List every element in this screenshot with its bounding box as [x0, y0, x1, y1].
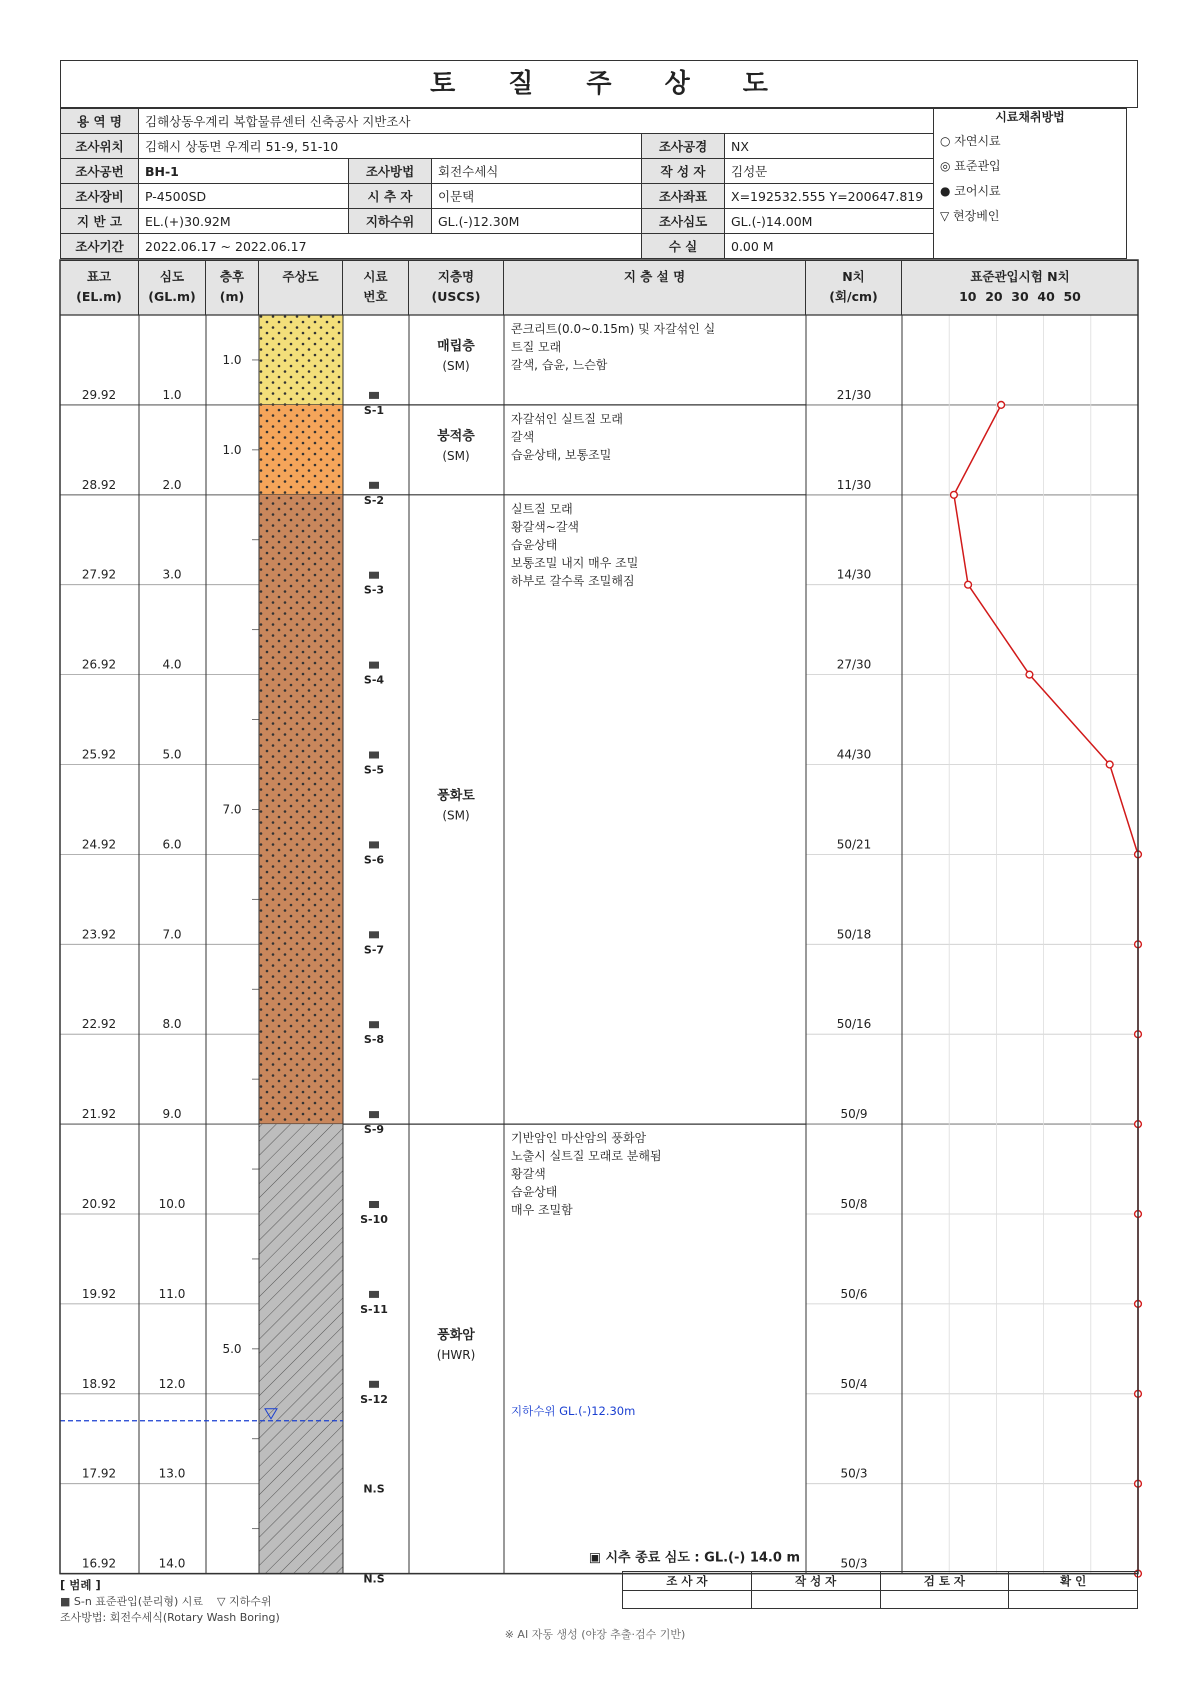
- sampling-legend-item: ● 코어시료: [940, 184, 1001, 198]
- sample-label: S-5: [363, 763, 385, 777]
- author-value: 김성문: [725, 159, 934, 184]
- coord-label: 조사좌표: [642, 184, 725, 209]
- sample-label: N.S: [363, 1572, 385, 1586]
- col-desc-header: 지 층 설 명: [504, 261, 806, 315]
- gwl-label: 지하수위: [349, 209, 432, 234]
- depth-label: 14.0: [158, 1556, 186, 1571]
- layer-pattern: [259, 315, 343, 405]
- period-label: 조사기간: [61, 234, 139, 259]
- equip-label: 조사장비: [61, 184, 139, 209]
- layer-name: 풍화암: [437, 1327, 475, 1343]
- layer-thickness: 1.0: [222, 442, 242, 457]
- signature-table: [622, 1571, 1138, 1609]
- sample-label: S-6: [363, 853, 385, 867]
- sample-marker: [369, 572, 379, 579]
- sampling-legend-title: 시료채취방법: [995, 110, 1065, 124]
- n-value-label: 50/21: [836, 837, 872, 852]
- period-value: 2022.06.17 ~ 2022.06.17: [139, 234, 642, 259]
- layer-name: 매립층: [437, 338, 475, 354]
- layer-description-line: 습윤상태: [511, 1185, 558, 1200]
- spt-series-line: [954, 405, 1138, 1574]
- n-value-label: 50/9: [840, 1107, 868, 1122]
- method-label: 조사방법: [349, 159, 432, 184]
- depth-label: 13.0: [158, 1466, 186, 1481]
- n-value-label: 44/30: [836, 747, 872, 762]
- footer-legend-title: [ 범례 ]: [60, 1578, 101, 1592]
- water-label: 수 실: [642, 234, 725, 259]
- n-value-label: 50/16: [836, 1017, 872, 1032]
- n-value-label: 14/30: [836, 567, 872, 582]
- col-spt-header: 표준관입시험 N치 10 20 30 40 50: [902, 261, 1138, 315]
- depth-label: 3.0: [162, 567, 182, 582]
- spt-point: [998, 402, 1005, 409]
- n-value-label: 50/18: [836, 927, 872, 942]
- layer-description-line: 갈색, 습윤, 느슨함: [511, 358, 608, 372]
- sample-marker: [369, 841, 379, 848]
- layer-description-line: 황갈색~갈색: [511, 519, 580, 534]
- elevation-label: 17.92: [81, 1466, 117, 1481]
- ground-el-value: EL.(+)30.92M: [139, 209, 349, 234]
- sample-marker: [369, 1201, 379, 1208]
- depth-label: 4.0: [162, 657, 182, 672]
- equip-value: P-4500SD: [139, 184, 349, 209]
- layer-pattern: [259, 1124, 343, 1574]
- col-thick-header: 층후 (m): [206, 261, 259, 315]
- sample-label: S-3: [363, 583, 385, 597]
- col-depth-header: 심도 (GL.m): [139, 261, 206, 315]
- hole-no-value: BH-1: [139, 159, 349, 184]
- sign-author-box: [751, 1591, 880, 1609]
- project-value: 김해상동우계리 복합물류센터 신축공사 지반조사: [139, 109, 934, 134]
- layer-name: 풍화토: [437, 788, 475, 804]
- depth-label: 6.0: [162, 837, 182, 852]
- sample-marker: [369, 1381, 379, 1388]
- spt-point: [1026, 671, 1033, 678]
- sign-approver-box: [1009, 1591, 1138, 1609]
- depth-label: 11.0: [158, 1286, 186, 1301]
- spt-point: [951, 491, 958, 498]
- layer-description-line: 트질 모래: [511, 340, 562, 354]
- layer-description-line: 자갈섞인 실트질 모래: [511, 411, 623, 426]
- driller-label: 시 추 자: [349, 184, 432, 209]
- elevation-label: 20.92: [81, 1197, 117, 1211]
- footer-legend-line1: ■ S-n 표준관입(분리형) 시료 ▽ 지하수위: [60, 1595, 272, 1608]
- sample-label: S-9: [363, 1123, 385, 1137]
- layer-description-line: 하부로 갈수록 조밀해짐: [511, 573, 635, 588]
- sample-label: S-11: [360, 1302, 388, 1316]
- ground-el-label: 지 반 고: [61, 209, 139, 234]
- elevation-label: 25.92: [81, 747, 117, 762]
- groundwater-note: 지하수위 GL.(-)12.30m: [511, 1403, 636, 1418]
- n-value-label: 50/8: [840, 1197, 868, 1211]
- sample-label: S-7: [363, 943, 385, 957]
- sample-marker: [369, 482, 379, 489]
- project-label: 용 역 명: [61, 109, 139, 134]
- layer-description-line: 보통조밀 내지 매우 조밀: [511, 555, 639, 570]
- layer-description-line: 콘크리트(0.0~0.15m) 및 자갈섞인 실: [511, 322, 716, 336]
- n-value-label: 11/30: [836, 477, 872, 492]
- n-value-label: 50/3: [840, 1556, 868, 1571]
- depth-label: 조사심도: [642, 209, 725, 234]
- sampling-legend-item: ○ 자연시료: [940, 134, 1001, 148]
- n-value-label: 50/4: [840, 1376, 868, 1391]
- layer-description-line: 기반암인 마산암의 풍화암: [511, 1131, 647, 1146]
- elevation-label: 19.92: [81, 1286, 117, 1301]
- method-value: 회전수세식: [432, 159, 642, 184]
- elevation-label: 29.92: [81, 387, 117, 402]
- location-value: 김해시 상동면 우계리 51-9, 51-10: [139, 134, 642, 159]
- layer-description-line: 습윤상태: [511, 537, 558, 552]
- col-log-header: 주상도: [259, 261, 343, 315]
- elevation-label: 26.92: [81, 657, 117, 672]
- depth-label: 8.0: [162, 1017, 182, 1032]
- location-label: 조사위치: [61, 134, 139, 159]
- elevation-label: 16.92: [81, 1556, 117, 1571]
- sample-label: S-2: [363, 493, 385, 507]
- sample-marker: [369, 931, 379, 938]
- n-value-label: 50/3: [840, 1466, 868, 1481]
- layer-description-line: 갈색: [511, 429, 535, 444]
- hole-no-label: 조사공번: [61, 159, 139, 184]
- depth-label: 10.0: [158, 1197, 186, 1211]
- end-depth-note: ▣ 시추 종료 심도 : GL.(-) 14.0 m: [588, 1550, 800, 1566]
- sample-label: S-4: [363, 673, 385, 687]
- col-n-header: N치 (회/cm): [806, 261, 902, 315]
- col-strata-header: 지층명 (USCS): [409, 261, 504, 315]
- spt-point: [1106, 761, 1113, 768]
- sample-marker: [369, 1111, 379, 1118]
- layer-description-line: 매우 조밀함: [511, 1203, 573, 1218]
- layer-description-line: 황갈색: [511, 1167, 546, 1182]
- sample-label: S-1: [363, 403, 385, 417]
- elevation-label: 23.92: [81, 927, 117, 942]
- sample-label: N.S: [363, 1482, 385, 1496]
- layer-uscs: (HWR): [436, 1347, 476, 1362]
- layer-description-line: 습윤상태, 보통조밀: [511, 447, 612, 462]
- elevation-label: 24.92: [81, 837, 117, 852]
- coord-value: X=192532.555 Y=200647.819: [725, 184, 934, 209]
- author-label: 작 성 자: [642, 159, 725, 184]
- layer-name: 붕적층: [437, 428, 475, 444]
- elevation-label: 28.92: [81, 477, 117, 492]
- sample-marker: [369, 662, 379, 669]
- elevation-label: 18.92: [81, 1376, 117, 1391]
- sign-approver-label: 확 인: [1009, 1572, 1138, 1591]
- layer-pattern: [259, 405, 343, 495]
- layer-thickness: 7.0: [222, 802, 242, 817]
- hole-dia-value: NX: [725, 134, 934, 159]
- layer-description-line: 실트질 모래: [511, 501, 573, 516]
- layer-thickness: 5.0: [222, 1341, 242, 1356]
- depth-label: 7.0: [162, 927, 182, 942]
- depth-label: 2.0: [162, 477, 182, 492]
- depth-label: 9.0: [162, 1107, 182, 1122]
- footer-legend-line2: 조사방법: 회전수세식(Rotary Wash Boring): [60, 1611, 280, 1624]
- n-value-label: 21/30: [836, 387, 872, 402]
- depth-label: 1.0: [162, 387, 182, 402]
- layer-uscs: (SM): [442, 358, 470, 373]
- sample-marker: [369, 1291, 379, 1298]
- n-value-label: 50/6: [840, 1286, 868, 1301]
- n-value-label: 27/30: [836, 657, 872, 672]
- sample-marker: [369, 392, 379, 399]
- gwl-value: GL.(-)12.30M: [432, 209, 642, 234]
- col-sample-header: 시료 번호: [343, 261, 409, 315]
- elevation-label: 22.92: [81, 1017, 117, 1032]
- sign-reviewer-label: 검 토 자: [880, 1572, 1009, 1591]
- sign-surveyor-box: [623, 1591, 752, 1609]
- sampling-legend-item: ◎ 표준관입: [940, 159, 1001, 173]
- driller-value: 이문택: [432, 184, 642, 209]
- sign-reviewer-box: [880, 1591, 1009, 1609]
- sample-label: S-12: [360, 1392, 388, 1406]
- elevation-label: 27.92: [81, 567, 117, 582]
- page-title: 토 질 주 상 도: [60, 60, 1138, 108]
- footer-note: ※ AI 자동 생성 (야장 추출·검수 기반): [504, 1628, 686, 1641]
- depth-label: 5.0: [162, 747, 182, 762]
- depth-value: GL.(-)14.00M: [725, 209, 934, 234]
- sampling-legend-item: ▽ 현장베인: [940, 209, 1000, 223]
- sign-author-label: 작 성 자: [751, 1572, 880, 1591]
- sample-label: S-10: [360, 1213, 388, 1226]
- layer-thickness: 1.0: [222, 352, 242, 367]
- water-value: 0.00 M: [725, 234, 934, 259]
- hole-dia-label: 조사공경: [642, 134, 725, 159]
- layer-pattern: [259, 495, 343, 1124]
- spt-point: [965, 581, 972, 588]
- layer-uscs: (SM): [442, 448, 470, 463]
- sign-surveyor-label: 조 사 자: [623, 1572, 752, 1591]
- elevation-label: 21.92: [81, 1107, 117, 1122]
- sample-label: S-8: [363, 1033, 385, 1047]
- col-el-header: 표고 (EL.m): [60, 261, 139, 315]
- layer-uscs: (SM): [442, 808, 470, 823]
- depth-label: 12.0: [158, 1376, 186, 1391]
- sample-marker: [369, 1021, 379, 1028]
- sample-marker: [369, 752, 379, 759]
- layer-description-line: 노출시 실트질 모래로 분해됨: [511, 1149, 662, 1164]
